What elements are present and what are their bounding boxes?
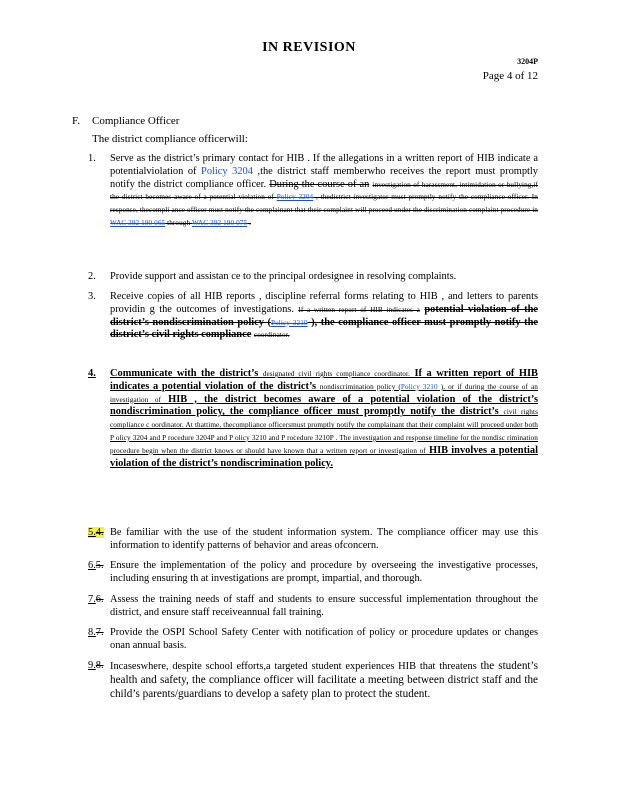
inserted-text: nondiscrimination policy (: [319, 382, 401, 391]
deleted-text: investigation of harassment, intimidation or bullying,if the district becomes aware of a potential violation of: [110, 180, 538, 202]
deleted-text: During the course of an: [269, 178, 370, 190]
list-item-8: [88, 627, 538, 653]
list-item-4-inserted: [88, 368, 538, 470]
deleted-policy-link[interactable]: Policy 3204: [276, 193, 314, 202]
section-letter: F.: [72, 115, 80, 127]
deleted-text: ), the compliance officer must promptly notify the district’s civil rights compliance: [110, 316, 539, 341]
item-text: Incaseswhere, despite school efforts,a targeted student experiences HIB that threatens: [110, 661, 481, 672]
deleted-text: potential violation of the district’s nondiscrimination policy (: [110, 303, 539, 328]
new-number: 5.: [88, 527, 96, 538]
old-number: 4.: [95, 527, 104, 538]
deleted-policy-link[interactable]: Policy 3210: [270, 318, 308, 327]
new-number: 9.: [88, 660, 96, 671]
item-number: [88, 660, 110, 673]
deleted-text: .: [247, 218, 251, 227]
item-number: 4.: [88, 368, 96, 379]
page-title: IN REVISION: [262, 40, 356, 55]
inserted-text: ), or if during the course of an investigation of: [110, 382, 538, 404]
deleted-text: through: [165, 218, 192, 227]
item-text: Be familiar with the use of the student information system. The compliance officer may use this information to identify patterns of behavior and areas ofconcern.: [110, 527, 538, 551]
deleted-wac-link[interactable]: WAC 392 190 065: [110, 218, 166, 227]
inserted-text: Communicate with the district’s: [110, 368, 263, 379]
item-text: Provide support and assistan ce to the principal ordesignee in resolving complaints.: [110, 271, 457, 282]
section-heading: Compliance Officer: [92, 115, 180, 127]
inserted-text: If a written report of HIB indicates a potential violation of the district’s: [110, 368, 538, 392]
policy-link[interactable]: Policy 3210: [400, 382, 438, 391]
inserted-text: designated civil rights compliance coordinator.: [262, 370, 410, 378]
deleted-text: If a written report of HIB indicates a: [298, 305, 420, 314]
list-item-6: [88, 560, 538, 586]
item-number: [88, 560, 110, 573]
item-number: [88, 594, 110, 607]
old-number: 5.: [95, 560, 104, 571]
deleted-text: coordinator.: [253, 331, 290, 340]
section-intro: The district compliance officerwill:: [92, 133, 248, 145]
new-number: 6.: [88, 560, 96, 571]
document-number: 3204P: [517, 57, 538, 66]
list-item-7: [88, 594, 538, 620]
item-text: Provide the OSPI School Safety Center with notification of policy or procedure updates or changes onan annual basis.: [110, 627, 538, 651]
item-text: ,the district staff memberwho receives the report must promptly notify the district compliance officer.: [110, 165, 539, 190]
new-number: 7.: [88, 594, 96, 605]
inserted-text: HIB , the district becomes aware of a potential violation of the district’s nondiscrimination policy, the compliance officer must promptly notify the district’s: [110, 393, 538, 418]
item-number: [88, 627, 110, 640]
old-number: 7.: [95, 627, 104, 638]
item-text: the student’s health and safety, the compliance officer will facilitate a meeting between district staff and the child’s parents/guardians to develop a safety plan to protect the student.: [110, 660, 538, 700]
old-number: 8.: [95, 660, 104, 671]
item-text: Receive copies of all HIB reports , discipline referral forms relating to HIB , and letters to parents providin g the outcomes of investigations.: [110, 291, 538, 315]
inserted-text: civil rights compliance c oordinator. At thattime, thecompliance officersmust promptly notify the complainant that their complaint will proceed under both P olicy 3204 and P rocedure 3204P and P olicy 3210 and P rocedure 3210P . The investigation and response timeline for the nondisc rimination procedure begin when the district knows or should have known that a written report or investigation of: [110, 408, 538, 455]
old-number: 6.: [95, 594, 104, 605]
list-item-5: [88, 527, 538, 553]
page-number: Page 4 of 12: [482, 70, 538, 82]
new-number: 8.: [88, 627, 96, 638]
list-item-2: [88, 271, 538, 284]
item-text: Ensure the implementation of the policy and procedure by overseeing the investigative processes, including ensuring th at investigations are prompt, impartial, and thorough.: [110, 560, 538, 584]
item-text: Serve as the district’s primary contact for HIB . If the allegations in a written report of HIB indicate a potentialviolation of: [110, 153, 538, 177]
item-text: Assess the training needs of staff and students to ensure successful implementation throughout the district, and ensure staff receiveannual fall training.: [110, 594, 538, 618]
policy-link[interactable]: Policy 3204: [201, 165, 253, 177]
list-item-1: [88, 153, 538, 230]
item-number: 3.: [88, 291, 96, 302]
item-number: 2.: [88, 271, 96, 282]
deleted-text: , thedistrict investigator must promptly notify the compliance officer. In response, thecompli ance officer must notify the complainant that their complaint will proceed under the discrimination complaint procedure in: [110, 193, 538, 215]
deleted-wac-link[interactable]: WAC 392 190 075: [191, 218, 248, 227]
list-item-9: [88, 660, 538, 701]
item-number: 1.: [88, 153, 96, 164]
inserted-text: HIB involves a potential violation of the district’s nondiscrimination policy.: [110, 444, 538, 469]
item-number: [88, 527, 110, 540]
list-item-3: [88, 291, 538, 342]
